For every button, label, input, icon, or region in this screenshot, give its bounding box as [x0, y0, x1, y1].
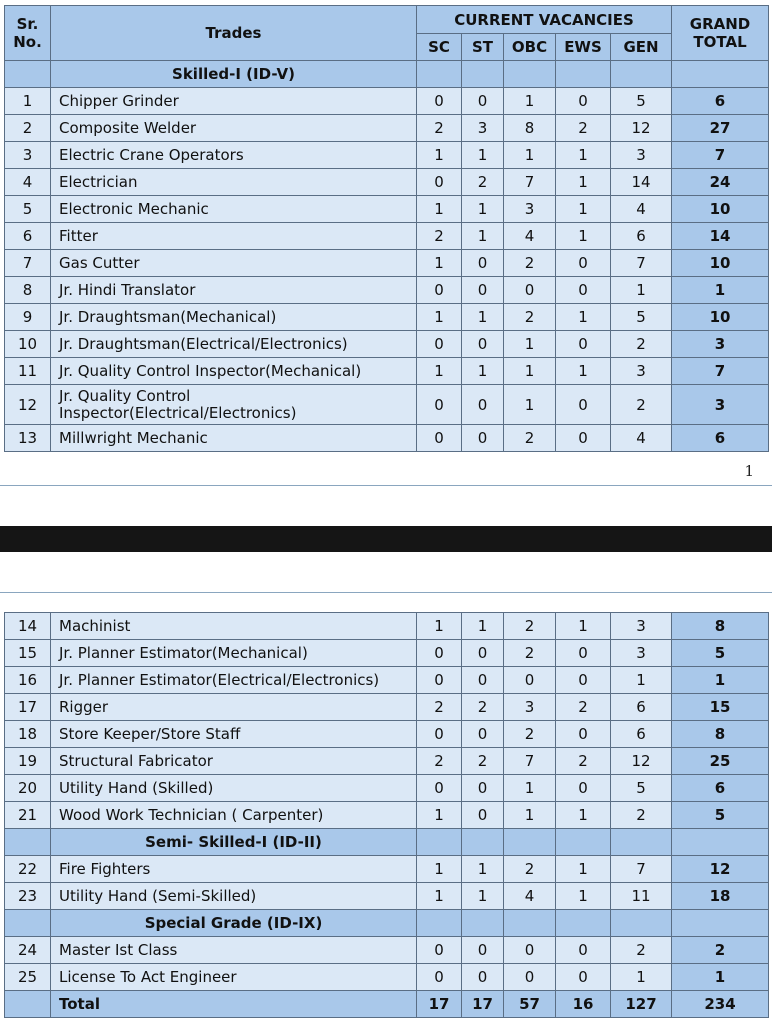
obc-header: OBC [504, 34, 556, 61]
ews-cell: 1 [556, 196, 611, 223]
grand-total-cell: 3 [672, 331, 769, 358]
sc-cell: 1 [417, 802, 462, 829]
sc-cell: 1 [417, 142, 462, 169]
table-row [5, 721, 769, 748]
sc-cell: 0 [417, 640, 462, 667]
table-row [5, 883, 769, 910]
grand-total-cell: 10 [672, 196, 769, 223]
sr-no-cell: 3 [5, 142, 51, 169]
grand-total-cell: 5 [672, 640, 769, 667]
st-cell: 1 [462, 304, 504, 331]
total-sc: 17 [417, 991, 462, 1018]
gen-cell: 11 [611, 883, 672, 910]
st-cell: 1 [462, 358, 504, 385]
gen-cell: 2 [611, 331, 672, 358]
obc-cell: 2 [504, 250, 556, 277]
table-row [5, 964, 769, 991]
trade-cell: Utility Hand (Semi-Skilled) [51, 883, 417, 910]
gen-cell: 5 [611, 775, 672, 802]
sc-cell: 1 [417, 856, 462, 883]
table-row [5, 385, 769, 425]
obc-cell: 1 [504, 385, 556, 425]
sc-cell: 2 [417, 694, 462, 721]
total-gen: 127 [611, 991, 672, 1018]
sc-cell: 2 [417, 115, 462, 142]
ews-header: EWS [556, 34, 611, 61]
sc-cell: 1 [417, 358, 462, 385]
sr-no-cell: 13 [5, 425, 51, 452]
section-row [5, 61, 769, 88]
gen-cell: 2 [611, 802, 672, 829]
gen-cell: 3 [611, 613, 672, 640]
current-vacancies-header: CURRENT VACANCIES [417, 6, 672, 34]
st-cell: 0 [462, 721, 504, 748]
grand-total-cell: 1 [672, 277, 769, 304]
st-cell: 2 [462, 694, 504, 721]
st-cell: 1 [462, 196, 504, 223]
table-row [5, 694, 769, 721]
sc-cell: 1 [417, 613, 462, 640]
sc-cell: 0 [417, 385, 462, 425]
sc-cell: 0 [417, 937, 462, 964]
sc-cell: 2 [417, 223, 462, 250]
grand-total-cell: 6 [672, 425, 769, 452]
st-cell: 0 [462, 964, 504, 991]
gen-cell: 3 [611, 640, 672, 667]
table-row [5, 667, 769, 694]
rows-group-4 [5, 937, 769, 991]
sr-no-cell: 9 [5, 304, 51, 331]
page-number: 1 [744, 462, 754, 480]
page-divider [0, 485, 772, 486]
gen-cell: 5 [611, 304, 672, 331]
sr-no-cell: 17 [5, 694, 51, 721]
grand-total-cell: 6 [672, 88, 769, 115]
table-row [5, 142, 769, 169]
trade-cell: Jr. Planner Estimator(Electrical/Electronics) [51, 667, 417, 694]
ews-cell: 0 [556, 88, 611, 115]
st-cell: 0 [462, 667, 504, 694]
ews-cell: 0 [556, 425, 611, 452]
ews-cell: 0 [556, 964, 611, 991]
obc-cell: 0 [504, 667, 556, 694]
table-row [5, 196, 769, 223]
grand-total-cell: 25 [672, 748, 769, 775]
sr-no-cell: 21 [5, 802, 51, 829]
ews-cell: 0 [556, 250, 611, 277]
trade-cell: Chipper Grinder [51, 88, 417, 115]
obc-cell: 2 [504, 613, 556, 640]
obc-cell: 3 [504, 196, 556, 223]
obc-cell: 1 [504, 142, 556, 169]
gen-cell: 4 [611, 196, 672, 223]
table-row [5, 937, 769, 964]
sr-no-cell: 18 [5, 721, 51, 748]
sc-cell: 0 [417, 88, 462, 115]
page-gap-band [0, 526, 772, 552]
rows-group-1 [5, 88, 769, 452]
grand-total-cell: 5 [672, 802, 769, 829]
sc-cell: 1 [417, 304, 462, 331]
gen-cell: 6 [611, 223, 672, 250]
grand-total-cell: 14 [672, 223, 769, 250]
grand-total-cell: 10 [672, 304, 769, 331]
grand-total-cell: 15 [672, 694, 769, 721]
ews-cell: 2 [556, 694, 611, 721]
gen-cell: 4 [611, 425, 672, 452]
st-cell: 1 [462, 142, 504, 169]
trade-cell: Electronic Mechanic [51, 196, 417, 223]
table-row [5, 856, 769, 883]
table-row [5, 775, 769, 802]
section-row [5, 829, 769, 856]
obc-cell: 1 [504, 331, 556, 358]
trades-header: Trades [51, 6, 417, 61]
st-cell: 0 [462, 425, 504, 452]
sc-cell: 0 [417, 331, 462, 358]
section-title: Semi- Skilled-I (ID-II) [51, 829, 417, 856]
obc-cell: 7 [504, 748, 556, 775]
st-cell: 1 [462, 223, 504, 250]
gen-cell: 14 [611, 169, 672, 196]
trade-cell: Jr. Draughtsman(Electrical/Electronics) [51, 331, 417, 358]
obc-cell: 1 [504, 88, 556, 115]
obc-cell: 2 [504, 304, 556, 331]
obc-cell: 0 [504, 277, 556, 304]
st-cell: 0 [462, 640, 504, 667]
sr-no-cell: 14 [5, 613, 51, 640]
table-row [5, 250, 769, 277]
gen-cell: 7 [611, 250, 672, 277]
sc-cell: 0 [417, 667, 462, 694]
grand-total-cell: 2 [672, 937, 769, 964]
ews-cell: 1 [556, 883, 611, 910]
table-row [5, 613, 769, 640]
obc-cell: 1 [504, 802, 556, 829]
grand-total-cell: 8 [672, 721, 769, 748]
obc-cell: 4 [504, 223, 556, 250]
gen-cell: 5 [611, 88, 672, 115]
sc-cell: 0 [417, 964, 462, 991]
trade-cell: Electric Crane Operators [51, 142, 417, 169]
obc-cell: 4 [504, 883, 556, 910]
grand-total-cell: 7 [672, 358, 769, 385]
sc-cell: 0 [417, 721, 462, 748]
ews-cell: 1 [556, 802, 611, 829]
vacancy-table-page-1 [4, 5, 769, 452]
sc-cell: 0 [417, 425, 462, 452]
total-row [5, 991, 769, 1018]
st-header: ST [462, 34, 504, 61]
table-row [5, 640, 769, 667]
section-title: Skilled-I (ID-V) [51, 61, 417, 88]
sc-header: SC [417, 34, 462, 61]
sr-no-cell: 16 [5, 667, 51, 694]
gen-cell: 7 [611, 856, 672, 883]
sr-no-cell: 19 [5, 748, 51, 775]
gen-cell: 3 [611, 358, 672, 385]
table-row [5, 802, 769, 829]
sr-no-cell: 20 [5, 775, 51, 802]
table-row [5, 88, 769, 115]
sr-no-cell: 5 [5, 196, 51, 223]
sc-cell: 2 [417, 748, 462, 775]
st-cell: 1 [462, 856, 504, 883]
trade-cell: Store Keeper/Store Staff [51, 721, 417, 748]
st-cell: 2 [462, 169, 504, 196]
ews-cell: 0 [556, 937, 611, 964]
page-divider [0, 592, 772, 593]
obc-cell: 1 [504, 358, 556, 385]
table-row [5, 748, 769, 775]
sr-no-cell: 24 [5, 937, 51, 964]
obc-cell: 0 [504, 937, 556, 964]
section-title: Special Grade (ID-IX) [51, 910, 417, 937]
obc-cell: 0 [504, 964, 556, 991]
obc-cell: 2 [504, 640, 556, 667]
ews-cell: 0 [556, 277, 611, 304]
ews-cell: 1 [556, 613, 611, 640]
st-cell: 1 [462, 883, 504, 910]
st-cell: 1 [462, 613, 504, 640]
trade-cell: Jr. Planner Estimator(Mechanical) [51, 640, 417, 667]
grand-total-cell: 24 [672, 169, 769, 196]
sc-cell: 1 [417, 250, 462, 277]
gen-cell: 6 [611, 721, 672, 748]
total-ews: 16 [556, 991, 611, 1018]
ews-cell: 1 [556, 223, 611, 250]
grand-total-cell: 7 [672, 142, 769, 169]
trade-cell: Jr. Hindi Translator [51, 277, 417, 304]
total-grand: 234 [672, 991, 769, 1018]
sr-no-cell: 4 [5, 169, 51, 196]
trade-cell: Jr. Quality Control Inspector(Mechanical) [51, 358, 417, 385]
trade-cell: Jr. Quality Control Inspector(Electrical/Electronics) [51, 385, 417, 425]
trade-cell: Structural Fabricator [51, 748, 417, 775]
trade-cell: Composite Welder [51, 115, 417, 142]
sr-no-cell: 23 [5, 883, 51, 910]
obc-cell: 8 [504, 115, 556, 142]
header-row [5, 6, 769, 34]
st-cell: 0 [462, 277, 504, 304]
trade-cell: Electrician [51, 169, 417, 196]
grand-total-header: GRAND TOTAL [672, 6, 769, 61]
trade-cell: Wood Work Technician ( Carpenter) [51, 802, 417, 829]
sr-no-cell: 11 [5, 358, 51, 385]
table-row [5, 358, 769, 385]
obc-cell: 2 [504, 425, 556, 452]
st-cell: 0 [462, 88, 504, 115]
gen-cell: 1 [611, 667, 672, 694]
obc-cell: 3 [504, 694, 556, 721]
grand-total-cell: 10 [672, 250, 769, 277]
table-row [5, 425, 769, 452]
total-label: Total [51, 991, 417, 1018]
grand-total-cell: 3 [672, 385, 769, 425]
table-row [5, 304, 769, 331]
st-cell: 0 [462, 331, 504, 358]
sc-cell: 1 [417, 196, 462, 223]
gen-header: GEN [611, 34, 672, 61]
ews-cell: 0 [556, 667, 611, 694]
table-row [5, 277, 769, 304]
total-obc: 57 [504, 991, 556, 1018]
trade-cell: License To Act Engineer [51, 964, 417, 991]
gen-cell: 1 [611, 964, 672, 991]
st-cell: 3 [462, 115, 504, 142]
ews-cell: 1 [556, 856, 611, 883]
sr-no-cell: 25 [5, 964, 51, 991]
ews-cell: 0 [556, 775, 611, 802]
total-st: 17 [462, 991, 504, 1018]
table-row [5, 115, 769, 142]
sc-cell: 0 [417, 277, 462, 304]
ews-cell: 0 [556, 385, 611, 425]
sc-cell: 1 [417, 883, 462, 910]
sr-no-cell: 6 [5, 223, 51, 250]
grand-total-cell: 18 [672, 883, 769, 910]
gen-cell: 2 [611, 385, 672, 425]
trade-cell: Jr. Draughtsman(Mechanical) [51, 304, 417, 331]
grand-total-cell: 27 [672, 115, 769, 142]
obc-cell: 1 [504, 775, 556, 802]
sr-no-cell: 2 [5, 115, 51, 142]
grand-total-cell: 1 [672, 667, 769, 694]
grand-total-cell: 1 [672, 964, 769, 991]
trade-cell: Rigger [51, 694, 417, 721]
ews-cell: 0 [556, 721, 611, 748]
obc-cell: 2 [504, 721, 556, 748]
grand-total-cell: 8 [672, 613, 769, 640]
gen-cell: 12 [611, 748, 672, 775]
table-row [5, 169, 769, 196]
table-row [5, 223, 769, 250]
trade-cell: Utility Hand (Skilled) [51, 775, 417, 802]
rows-group-3 [5, 856, 769, 910]
grand-total-cell: 12 [672, 856, 769, 883]
sr-no-cell: 10 [5, 331, 51, 358]
section-row [5, 910, 769, 937]
rows-group-2 [5, 613, 769, 829]
trade-cell: Master Ist Class [51, 937, 417, 964]
ews-cell: 1 [556, 304, 611, 331]
ews-cell: 1 [556, 169, 611, 196]
vacancy-table-page-2 [4, 612, 769, 1018]
sc-cell: 0 [417, 775, 462, 802]
trade-cell: Machinist [51, 613, 417, 640]
st-cell: 2 [462, 748, 504, 775]
obc-cell: 7 [504, 169, 556, 196]
table-row [5, 331, 769, 358]
st-cell: 0 [462, 250, 504, 277]
st-cell: 0 [462, 775, 504, 802]
sc-cell: 0 [417, 169, 462, 196]
trade-cell: Gas Cutter [51, 250, 417, 277]
ews-cell: 1 [556, 142, 611, 169]
gen-cell: 1 [611, 277, 672, 304]
ews-cell: 2 [556, 115, 611, 142]
grand-total-cell: 6 [672, 775, 769, 802]
sr-no-cell: 12 [5, 385, 51, 425]
ews-cell: 1 [556, 358, 611, 385]
sr-no-cell: 22 [5, 856, 51, 883]
gen-cell: 2 [611, 937, 672, 964]
st-cell: 0 [462, 385, 504, 425]
obc-cell: 2 [504, 856, 556, 883]
sr-no-cell: 1 [5, 88, 51, 115]
gen-cell: 12 [611, 115, 672, 142]
sr-no-cell: 8 [5, 277, 51, 304]
gen-cell: 6 [611, 694, 672, 721]
trade-cell: Fitter [51, 223, 417, 250]
trade-cell: Millwright Mechanic [51, 425, 417, 452]
st-cell: 0 [462, 802, 504, 829]
st-cell: 0 [462, 937, 504, 964]
ews-cell: 2 [556, 748, 611, 775]
trade-cell: Fire Fighters [51, 856, 417, 883]
gen-cell: 3 [611, 142, 672, 169]
ews-cell: 0 [556, 640, 611, 667]
sr-no-cell: 15 [5, 640, 51, 667]
ews-cell: 0 [556, 331, 611, 358]
sr-no-header: Sr. No. [5, 6, 51, 61]
sr-no-cell: 7 [5, 250, 51, 277]
